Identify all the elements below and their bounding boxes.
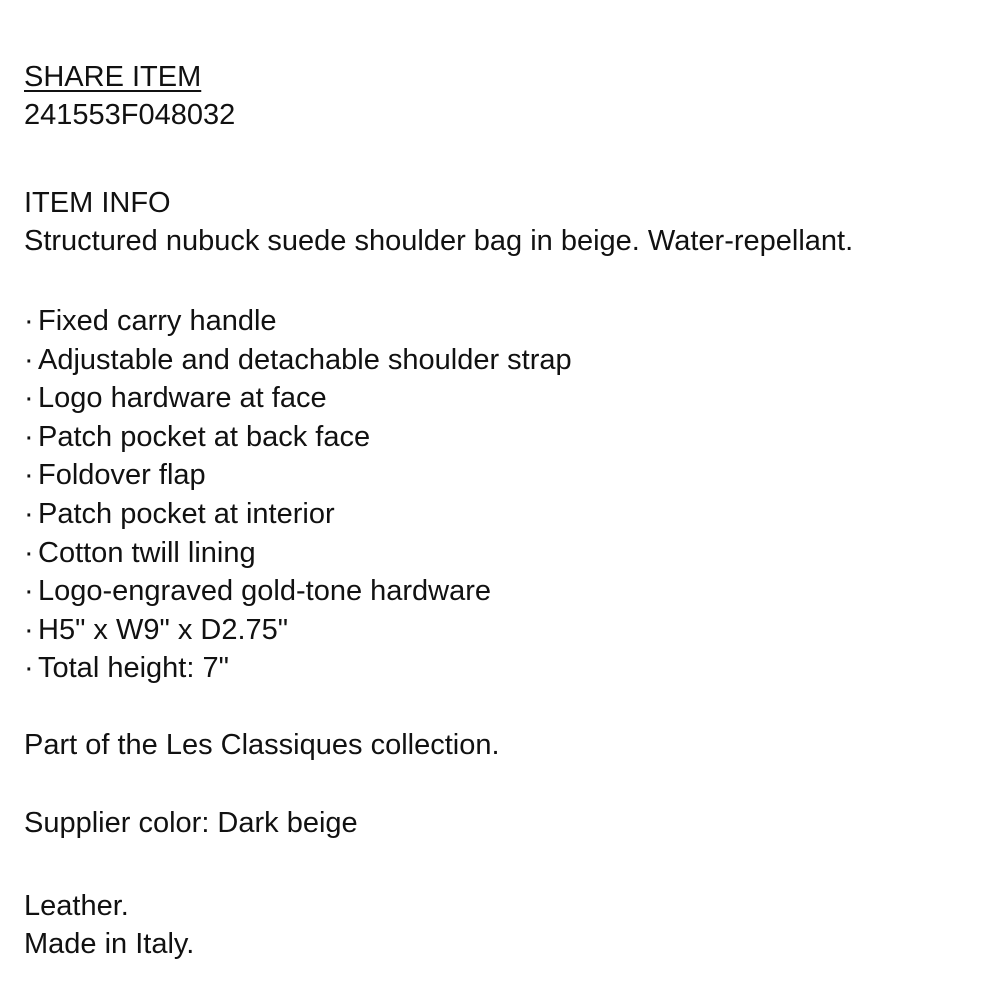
item-description: Structured nubuck suede shoulder bag in beige. Water-repellant. [24,225,854,258]
feature-item [24,649,980,688]
feature-list-section [24,302,980,688]
feature-text: Foldover flap [38,459,206,492]
material: Leather. [24,890,129,922]
bullet-marker: · [24,497,34,530]
bullet-marker: · [24,459,34,492]
collection-note: Part of the Les Classiques collection. [24,729,500,761]
composition-section [24,887,980,964]
item-code: 241553F048032 [24,99,236,132]
supplier-color: Supplier color: Dark beige [24,807,358,839]
feature-text: Cotton twill lining [38,536,256,569]
share-section [24,58,980,135]
feature-item [24,418,980,457]
feature-list [24,302,980,688]
feature-item [24,534,980,573]
feature-text: Logo-engraved gold-tone hardware [38,575,492,608]
feature-item [24,302,980,341]
bullet-marker: · [24,652,34,685]
feature-item [24,572,980,611]
feature-text: H5" x W9" x D2.75" [38,613,289,646]
bullet-marker: · [24,382,34,415]
feature-item [24,495,980,534]
feature-text: Patch pocket at back face [38,420,371,453]
bullet-marker: · [24,613,34,646]
feature-item [24,341,980,380]
bullet-marker: · [24,343,34,376]
feature-text: Logo hardware at face [38,382,327,415]
feature-text: Patch pocket at interior [38,497,335,530]
bullet-marker: · [24,305,34,337]
bullet-marker: · [24,575,34,608]
item-info-heading: ITEM INFO [24,187,171,219]
share-item-link[interactable]: SHARE ITEM [24,61,202,93]
supplier-color-section [24,804,980,842]
feature-text: Fixed carry handle [38,305,277,337]
bullet-marker: · [24,420,34,453]
item-info-header [24,184,980,261]
feature-item [24,456,980,495]
feature-text: Adjustable and detachable shoulder strap [38,343,572,376]
bullet-marker: · [24,536,34,569]
collection-section [24,726,980,764]
feature-text: Total height: 7" [38,652,229,685]
country-of-origin: Made in Italy. [24,928,195,961]
feature-item [24,611,980,650]
feature-item [24,379,980,418]
